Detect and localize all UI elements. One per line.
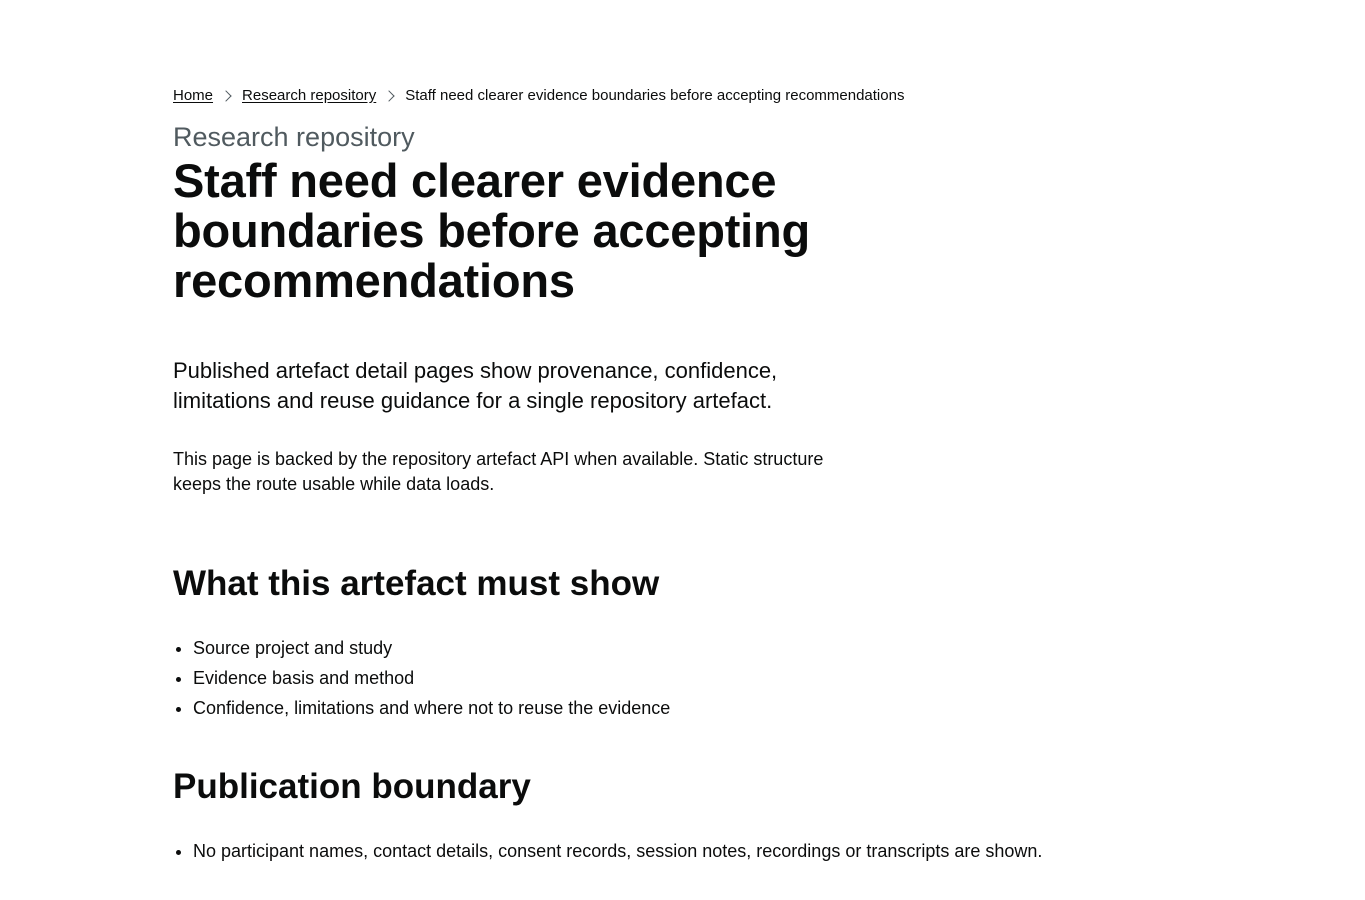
breadcrumb-current-page: Staff need clearer evidence boundaries before accepting recommendations: [405, 87, 905, 104]
section-heading-publication-boundary: Publication boundary: [173, 767, 531, 806]
section-heading-must-show: What this artefact must show: [173, 564, 660, 603]
breadcrumb: [173, 86, 904, 106]
lead-paragraph: Published artefact detail pages show provenance, confidence, limitations and reuse guidance for a single repository artefact.: [173, 358, 778, 413]
body-paragraph: This page is backed by the repository artefact API when available. Static structure keeps the route usable while data loads.: [173, 449, 824, 494]
must-show-list: [173, 633, 670, 723]
list-item: • Evidence basis and method: [193, 663, 670, 693]
page-caption: Research repository: [173, 122, 415, 152]
list-item: • Source project and study: [193, 633, 670, 663]
chevron-right-icon: [384, 90, 395, 101]
publication-boundary-list: [173, 836, 1042, 866]
list-item: • No participant names, contact details, consent records, session notes, recordings or transcripts are shown.: [193, 836, 1042, 866]
breadcrumb-link-home[interactable]: Home: [173, 87, 214, 104]
chevron-right-icon: [220, 90, 231, 101]
breadcrumb-link-research-repository[interactable]: Research repository: [242, 87, 377, 104]
page-title: Staff need clearer evidence boundaries before accepting recommendations: [173, 154, 811, 307]
list-item: • Confidence, limitations and where not to reuse the evidence: [193, 693, 670, 723]
